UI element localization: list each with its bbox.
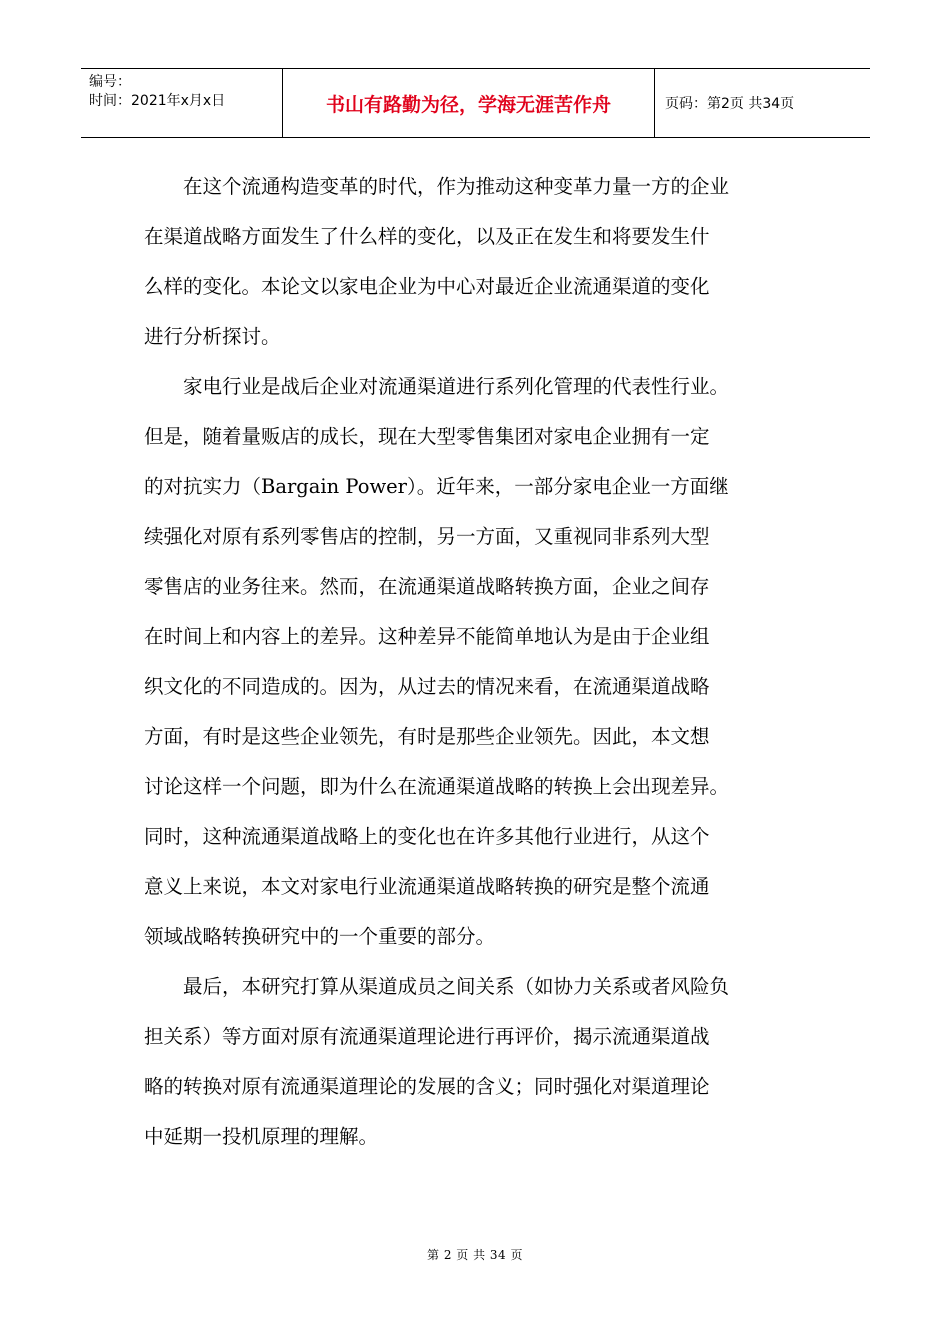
text-line: 的对抗实力（Bargain Power）。近年来，一部分家电企业一方面继	[144, 475, 729, 498]
text-line: 家电行业是战后企业对流通渠道进行系列化管理的代表性行业。	[144, 375, 730, 398]
text-line: 么样的变化。本论文以家电企业为中心对最近企业流通渠道的变化	[144, 275, 710, 298]
text-line: 意义上来说，本文对家电行业流通渠道战略转换的研究是整个流通	[144, 875, 710, 898]
text-line: 织文化的不同造成的。因为，从过去的情况来看，在流通渠道战略	[144, 675, 710, 698]
header-motto: 书山有路勤为径，学海无涯苦作舟	[283, 69, 655, 137]
text-line: 但是，随着量贩店的成长，现在大型零售集团对家电企业拥有一定	[144, 425, 710, 448]
text-line: 在渠道战略方面发生了什么样的变化，以及正在发生和将要发生什	[144, 225, 710, 248]
text-line: 讨论这样一个问题，即为什么在流通渠道战略的转换上会出现差异。	[144, 775, 730, 798]
text-line: 最后，本研究打算从渠道成员之间关系（如协力关系或者风险负	[144, 975, 730, 998]
page-header	[81, 68, 870, 138]
text-line: 在时间上和内容上的差异。这种差异不能简单地认为是由于企业组	[144, 625, 710, 648]
text-line: 零售店的业务往来。然而，在流通渠道战略转换方面，企业之间存	[144, 575, 710, 598]
text-line: 中延期一投机原理的理解。	[144, 1125, 379, 1148]
text-line: 同时，这种流通渠道战略上的变化也在许多其他行业进行，从这个	[144, 825, 710, 848]
document-number-label: 编号：	[89, 74, 131, 90]
header-meta-cell	[81, 69, 283, 137]
header-page-info: 页码：第2页 共34页	[665, 96, 795, 112]
text-line: 在这个流通构造变革的时代，作为推动这种变革力量一方的企业	[144, 175, 730, 198]
text-line: 略的转换对原有流通渠道理论的发展的含义；同时强化对渠道理论	[144, 1075, 710, 1098]
text-line: 方面，有时是这些企业领先，有时是那些企业领先。因此，本文想	[144, 725, 710, 748]
text-line: 续强化对原有系列零售店的控制，另一方面，又重视同非系列大型	[144, 525, 710, 548]
page-footer: 第 2 页 共 34 页	[427, 1248, 523, 1262]
text-line: 进行分析探讨。	[144, 325, 281, 348]
document-date-label: 时间：2021年x月x日	[89, 93, 226, 109]
text-line: 担关系）等方面对原有流通渠道理论进行再评价，揭示流通渠道战	[144, 1025, 710, 1048]
document-body	[144, 162, 820, 1162]
text-line: 领域战略转换研究中的一个重要的部分。	[144, 925, 496, 948]
